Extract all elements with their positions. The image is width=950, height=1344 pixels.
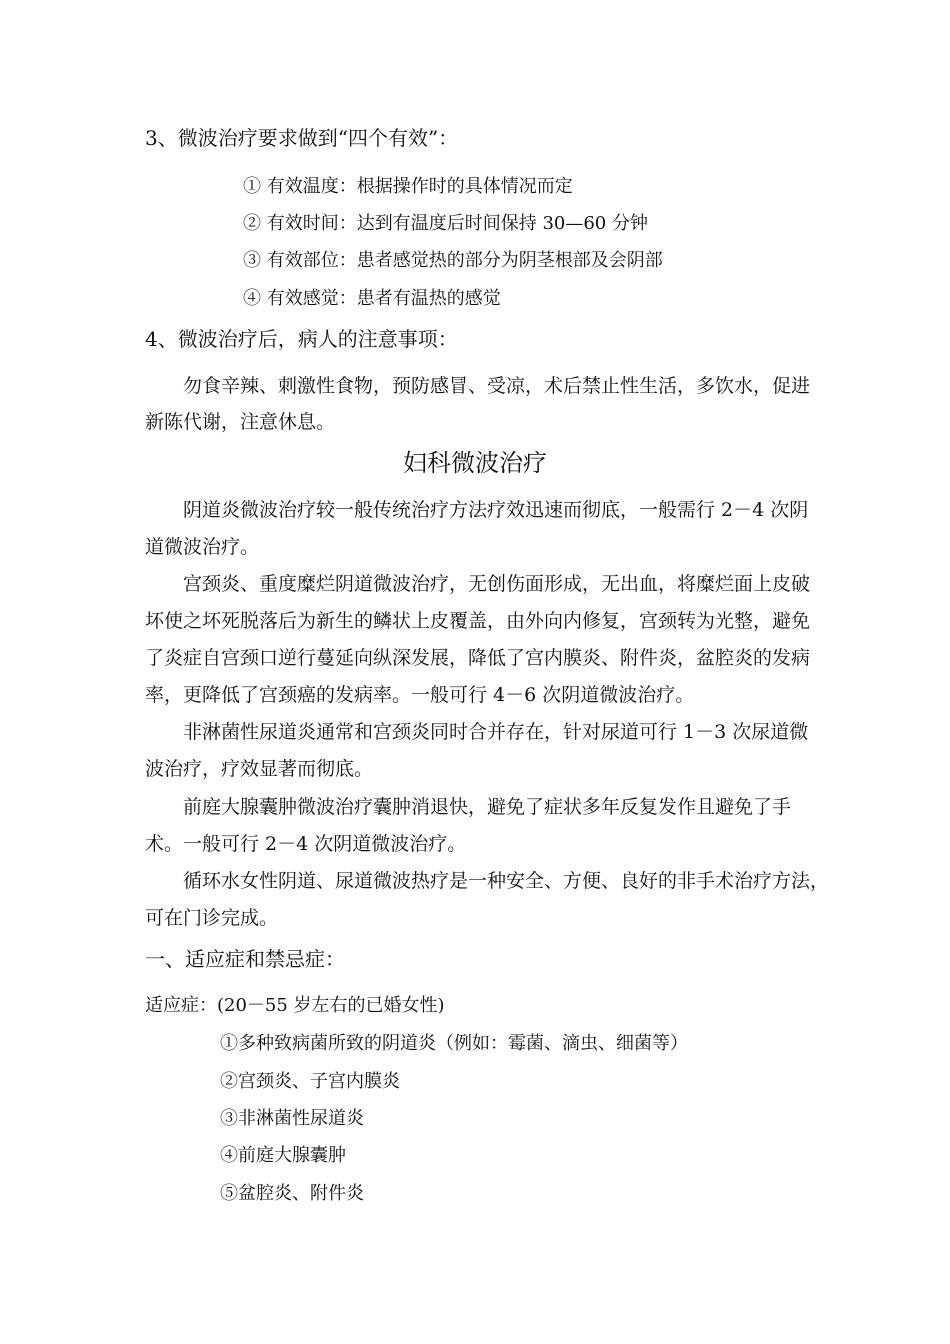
paragraph-line: 循环水女性阴道、尿道微波热疗是一种安全、方便、良好的非手术治疗方法， <box>183 870 830 892</box>
list-item: ③非淋菌性尿道炎 <box>220 1108 364 1129</box>
paragraph-line: 勿食辛辣、刺激性食物，预防感冒、受凉，术后禁止性生活，多饮水，促进 <box>183 375 811 397</box>
indications-label: 适应症：(20－55 岁左右的已婚女性) <box>145 995 445 1016</box>
list-item: ②宫颈炎、子宫内膜炎 <box>220 1071 400 1092</box>
paragraph-line: 非淋菌性尿道炎通常和宫颈炎同时合并存在，针对尿道可行 1－3 次尿道微 <box>183 721 809 743</box>
section-title: 妇科微波治疗 <box>403 449 547 477</box>
list-item: ①多种致病菌所致的阴道炎（例如：霉菌、滴虫、细菌等） <box>220 1033 688 1054</box>
list-item: ① 有效温度：根据操作时的具体情况而定 <box>243 176 573 197</box>
paragraph-line: 可在门诊完成。 <box>145 907 279 929</box>
paragraph-line: 了炎症自宫颈口逆行蔓延向纵深发展，降低了宫内膜炎、附件炎，盆腔炎的发病 <box>145 647 811 669</box>
paragraph-line: 宫颈炎、重度糜烂阴道微波治疗，无创伤面形成，无出血，将糜烂面上皮破 <box>183 573 811 595</box>
paragraph-line: 道微波治疗。 <box>145 536 260 558</box>
list-item: ③ 有效部位：患者感觉热的部分为阴茎根部及会阴部 <box>243 250 663 271</box>
paragraph-line: 新陈代谢，注意休息。 <box>145 411 336 433</box>
list-item: ② 有效时间：达到有温度后时间保持 30—60 分钟 <box>243 213 648 234</box>
paragraph-line: 率，更降低了宫颈癌的发病率。一般可行 4－6 次阴道微波治疗。 <box>145 684 695 706</box>
list-item: ⑤盆腔炎、附件炎 <box>220 1183 364 1204</box>
indications-heading: 一、适应症和禁忌症： <box>145 947 345 971</box>
paragraph-line: 术。一般可行 2－4 次阴道微波治疗。 <box>145 833 467 855</box>
paragraph-line: 波治疗，疗效显著而彻底。 <box>145 758 374 780</box>
section-3-heading: 3、微波治疗要求做到“四个有效”： <box>145 126 459 150</box>
paragraph-line: 前庭大腺囊肿微波治疗囊肿消退快，避免了症状多年反复发作且避免了手 <box>183 796 792 818</box>
section-4-heading: 4、微波治疗后，病人的注意事项： <box>145 327 458 351</box>
list-item: ④ 有效感觉：患者有温热的感觉 <box>243 288 501 309</box>
list-item: ④前庭大腺囊肿 <box>220 1145 346 1166</box>
paragraph-line: 阴道炎微波治疗较一般传统治疗方法疗效迅速而彻底，一般需行 2－4 次阴 <box>183 499 809 521</box>
paragraph-line: 坏使之坏死脱落后为新生的鳞状上皮覆盖，由外向内修复，宫颈转为光整，避免 <box>145 610 811 632</box>
